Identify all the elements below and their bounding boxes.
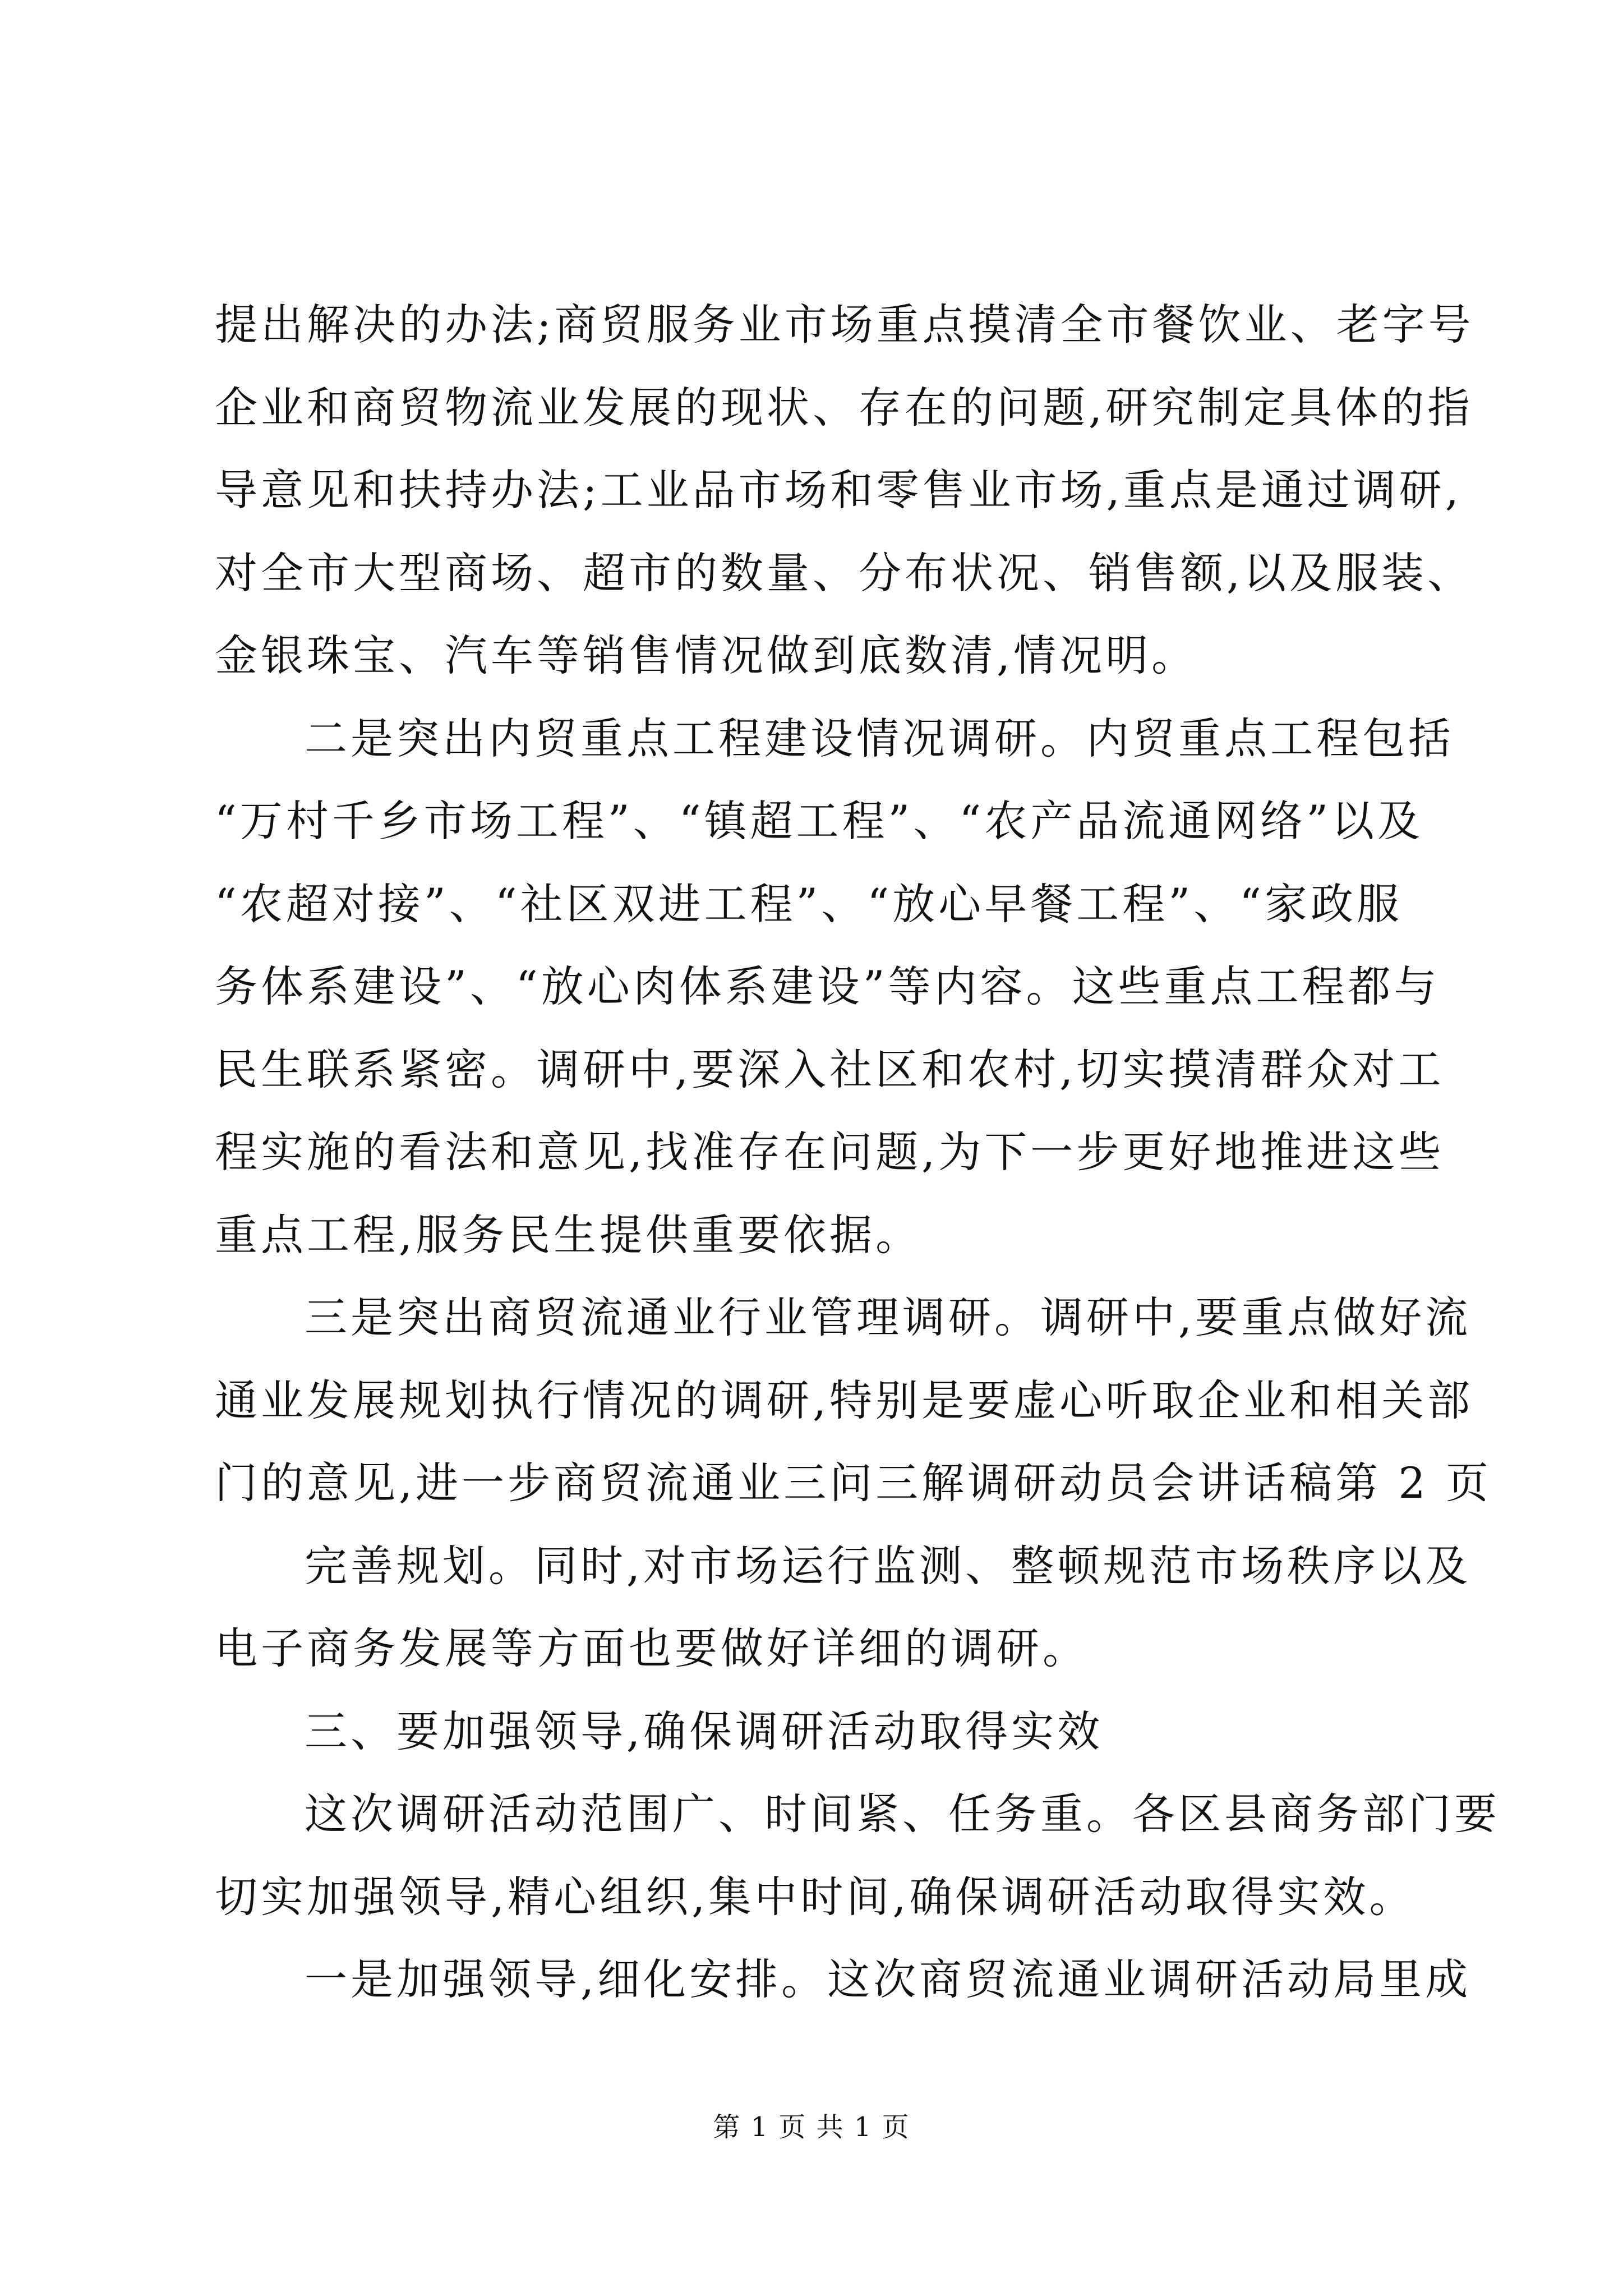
text-line: 提出解决的办法;商贸服务业市场重点摸清全市餐饮业、老字号 [215, 300, 1474, 349]
text-line: 一是加强领导,细化安排。这次商贸流通业调研活动局里成 [305, 1954, 1472, 2004]
text-line: 门的意见,进一步商贸流通业三问三解调研动员会讲话稿第 2 页 [215, 1458, 1492, 1508]
text-line: 通业发展规划执行情况的调研,特别是要虚心听取企业和相关部 [215, 1375, 1474, 1425]
text-line: 电子商务发展等方面也要做好详细的调研。 [215, 1623, 1089, 1673]
page-footer: 第 1 页 共 1 页 [713, 2111, 910, 2143]
text-line: 金银珠宝、汽车等销售情况做到底数清,情况明。 [215, 631, 1198, 680]
text-line: 二是突出内贸重点工程建设情况调研。内贸重点工程包括 [305, 713, 1454, 763]
text-line: 重点工程,服务民生提供重要依据。 [215, 1209, 922, 1260]
text-line: 企业和商贸物流业发展的现状、存在的问题,研究制定具体的指 [215, 382, 1474, 432]
text-line: 民生联系紧密。调研中,要深入社区和农村,切实摸清群众对工 [215, 1044, 1445, 1094]
text-line: “万村千乡市场工程”、“镇超工程”、“农产品流通网络”以及 [215, 796, 1424, 846]
text-line: 三、要加强领导,确保调研活动取得实效 [305, 1706, 1104, 1756]
text-line: 完善规划。同时,对市场运行监测、整顿规范市场秩序以及 [305, 1540, 1472, 1591]
text-line: 三是突出商贸流通业行业管理调研。调研中,要重点做好流 [305, 1292, 1472, 1342]
text-line: 务体系建设”、“放心肉体系建设”等内容。这些重点工程都与 [215, 961, 1440, 1011]
text-line: 对全市大型商场、超市的数量、分布状况、销售额,以及服装、 [215, 547, 1474, 598]
text-line: 切实加强领导,精心组织,集中时间,确保调研活动取得实效。 [215, 1871, 1415, 1922]
text-line: 导意见和扶持办法;工业品市场和零售业市场,重点是通过调研, [215, 465, 1462, 515]
text-line: “农超对接”、“社区双进工程”、“放心早餐工程”、“家政服 [215, 878, 1403, 929]
text-line: 程实施的看法和意见,找准存在问题,为下一步更好地推进这些 [215, 1127, 1445, 1177]
text-line: 这次调研活动范围广、时间紧、任务重。各区县商务部门要 [305, 1789, 1500, 1839]
document-body [215, 283, 1500, 2021]
